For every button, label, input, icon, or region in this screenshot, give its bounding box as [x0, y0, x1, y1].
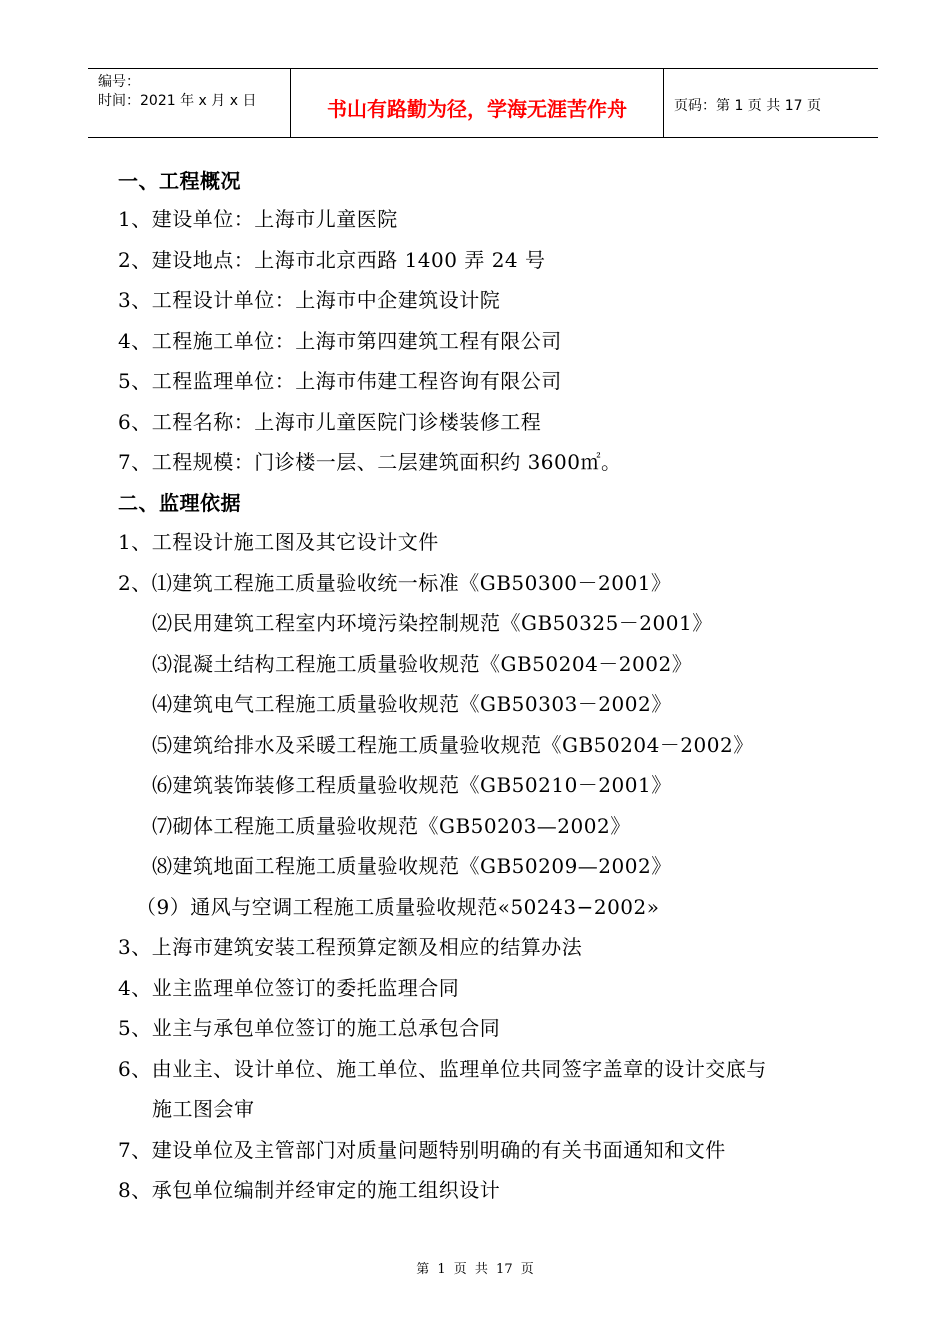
overview-item: 4、工程施工单位：上海市第四建筑工程有限公司 — [118, 329, 562, 353]
overview-item: 5、工程监理单位：上海市伟建工程咨询有限公司 — [118, 369, 562, 393]
overview-item: 3、工程设计单位：上海市中企建筑设计院 — [118, 288, 501, 312]
page-footer: 第 1 页 共 17 页 — [416, 1262, 534, 1277]
overview-item: 2、建设地点：上海市北京西路 1400 弄 24 号 — [118, 248, 546, 272]
overview-item: 7、工程规模：门诊楼一层、二层建筑面积约 3600㎡。 — [118, 450, 622, 474]
document-number-label: 编号： — [98, 74, 140, 90]
basis-item: 3、上海市建筑安装工程预算定额及相应的结算办法 — [118, 935, 583, 959]
standard-item: ⑻建筑地面工程施工质量验收规范《GB50209—2002》 — [152, 854, 672, 878]
overview-item: 6、工程名称：上海市儿童医院门诊楼装修工程 — [118, 410, 542, 434]
basis-item-continuation: 施工图会审 — [152, 1097, 255, 1121]
standard-item: ⑺砌体工程施工质量验收规范《GB50203—2002》 — [152, 814, 631, 838]
standard-item: ⑵民用建筑工程室内环境污染控制规范《GB50325－2001》 — [152, 611, 713, 635]
standard-item: ⑶混凝土结构工程施工质量验收规范《GB50204－2002》 — [152, 652, 693, 676]
header-page-number: 页码：第 1 页 共 17 页 — [674, 98, 821, 114]
standard-item: ⑹建筑装饰装修工程质量验收规范《GB50210－2001》 — [152, 773, 672, 797]
basis-item: 5、业主与承包单位签订的施工总承包合同 — [118, 1016, 501, 1040]
standard-item: ⑷建筑电气工程施工质量验收规范《GB50303－2002》 — [152, 692, 672, 716]
section-title-basis: 二、监理依据 — [118, 491, 241, 515]
standard-item: （9）通风与空调工程施工质量验收规范«50243−2002» — [136, 895, 660, 919]
document-time-label: 时间：2021 年 x 月 x 日 — [98, 93, 257, 109]
basis-item: 8、承包单位编制并经审定的施工组织设计 — [118, 1178, 501, 1202]
overview-item: 1、建设单位：上海市儿童医院 — [118, 207, 398, 231]
basis-item: 4、业主监理单位签订的委托监理合同 — [118, 976, 460, 1000]
section-title-overview: 一、工程概况 — [118, 169, 241, 193]
standard-item: ⑸建筑给排水及采暖工程施工质量验收规范《GB50204－2002》 — [152, 733, 754, 757]
basis-item: 7、建设单位及主管部门对质量问题特别明确的有关书面通知和文件 — [118, 1138, 726, 1162]
header-motto: 书山有路勤为径，学海无涯苦作舟 — [327, 97, 627, 121]
basis-item: 2、⑴建筑工程施工质量验收统一标准《GB50300－2001》 — [118, 571, 672, 595]
basis-item: 1、工程设计施工图及其它设计文件 — [118, 530, 439, 554]
basis-item: 6、由业主、设计单位、施工单位、监理单位共同签字盖章的设计交底与 — [118, 1057, 767, 1081]
